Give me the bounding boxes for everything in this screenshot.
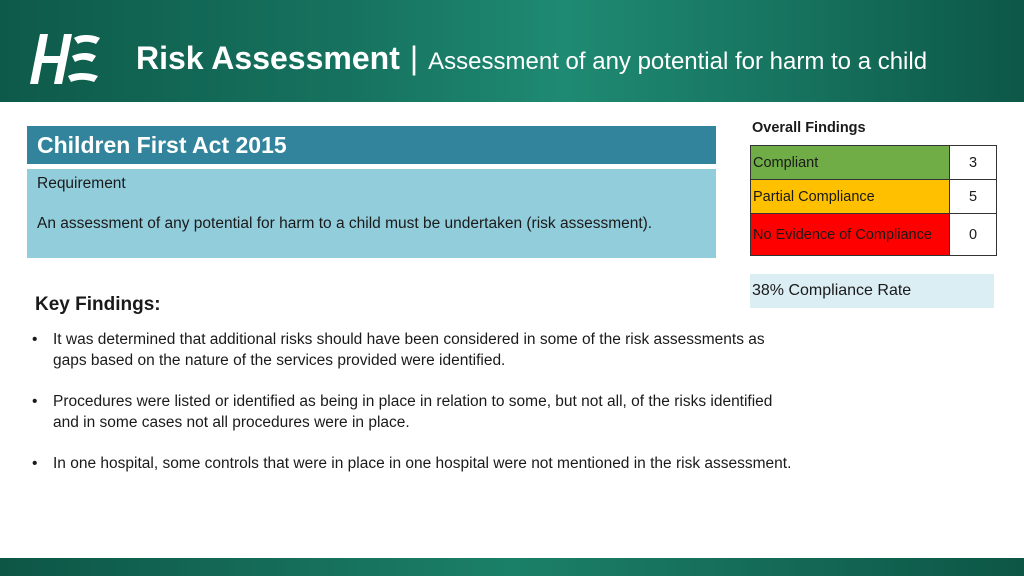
finding-count: 0 — [950, 214, 997, 256]
finding-count: 3 — [950, 146, 997, 180]
bullet-icon: • — [32, 331, 38, 348]
finding-text: Procedures were listed or identified as being in place in relation to some, but not all, of the risks identified and in some cases not all procedures were in place. — [53, 393, 773, 431]
list-item — [32, 392, 792, 433]
finding-text: In one hospital, some controls that were in place in one hospital were not mentioned in the risk assessment. — [53, 455, 792, 472]
finding-label: No Evidence of Compliance — [751, 214, 950, 256]
requirement-box — [27, 169, 716, 258]
key-findings-title: Key Findings: — [35, 294, 161, 315]
requirement-heading: Children First Act 2015 — [27, 126, 716, 164]
requirement-text: An assessment of any potential for harm to a child must be undertaken (risk assessment). — [37, 215, 653, 232]
overall-findings-title: Overall Findings — [752, 120, 866, 136]
footer-bar — [0, 558, 1024, 576]
table-row — [751, 146, 997, 180]
finding-count: 5 — [950, 180, 997, 214]
compliance-rate: 38% Compliance Rate — [750, 274, 994, 308]
finding-label: Partial Compliance — [751, 180, 950, 214]
list-item — [32, 330, 792, 371]
finding-text: It was determined that additional risks should have been considered in some of the risk assessments as gaps based on the nature of the services provided were identified. — [53, 331, 765, 369]
title-subtitle: Assessment of any potential for harm to a child — [428, 48, 928, 75]
finding-label: Compliant — [751, 146, 950, 180]
title-separator: | — [409, 40, 419, 76]
table-row — [751, 180, 997, 214]
list-item — [32, 454, 792, 475]
page-title — [136, 40, 927, 84]
bullet-icon: • — [32, 455, 38, 472]
overall-findings-table — [750, 145, 997, 256]
key-findings-list — [32, 330, 792, 496]
header-bar — [0, 0, 1024, 102]
requirement-label: Requirement — [37, 175, 126, 192]
title-main: Risk Assessment — [136, 40, 400, 76]
bullet-icon: • — [32, 393, 38, 410]
hse-logo-icon — [30, 30, 104, 88]
table-row — [751, 214, 997, 256]
